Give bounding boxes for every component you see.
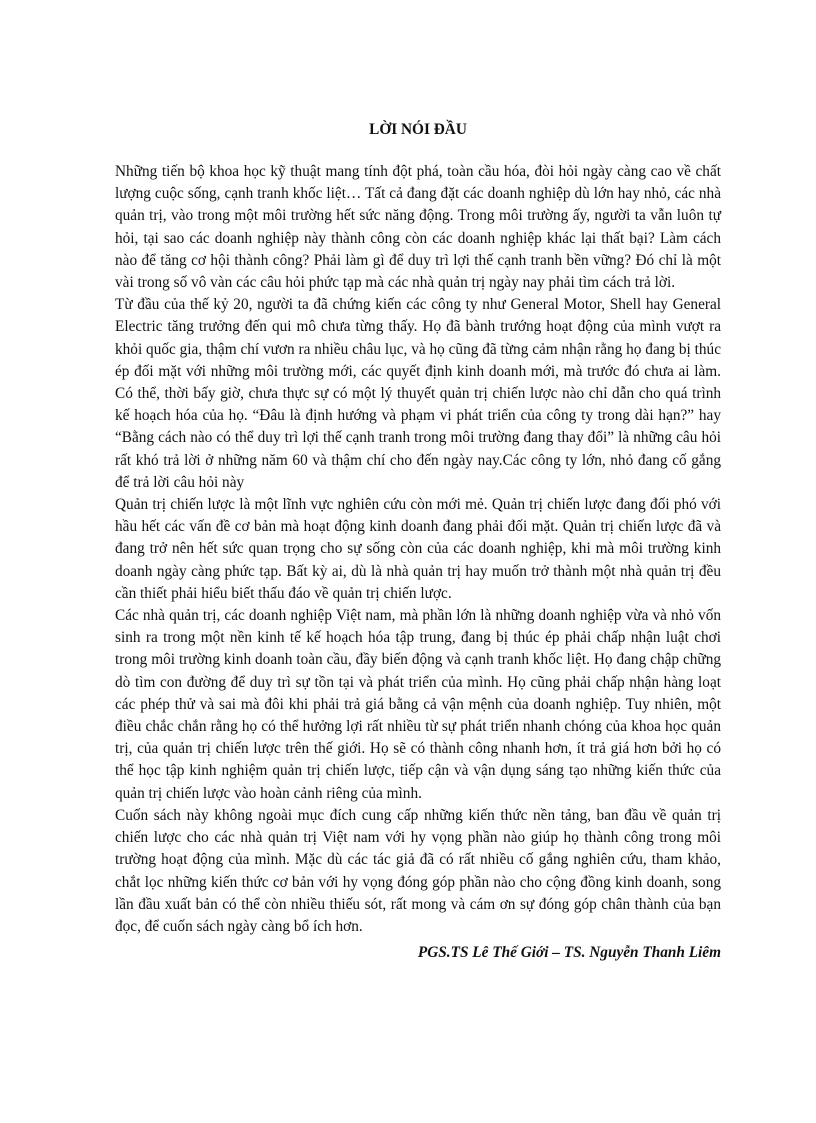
document-body bbox=[115, 120, 721, 964]
paragraph-vietnam-managers: Các nhà quản trị, các doanh nghiệp Việt nam, mà phần lớn là những doanh nghiệp vừa và nhỏ vốn sinh ra trong một nền kinh tế kế hoạch hóa tập trung, đang bị thúc ép phải chấp nhận luật chơi trong môi trường kinh doanh toàn cầu, đầy biến động và cạnh tranh khốc liệt. Họ đang chập chững dò tìm con đường để duy trì sự tồn tại và phát triển của mình. Họ cũng phải chấp nhận hàng loạt các phép thử và sai mà đôi khi phải trả giá bằng cả vận mệnh của doanh nghiệp. Tuy nhiên, một điều chắc chắn rằng họ có thể hưởng lợi rất nhiều từ sự phát triển nhanh chóng của khoa học quản trị, của quản trị chiến lược trên thế giới. Họ sẽ có thành công nhanh hơn, ít trả giá hơn bởi họ có thể học tập kinh nghiệm quản trị chiến lược, tiếp cận và vận dụng sáng tạo những kiến thức của quản trị chiến lược vào hoàn cảnh riêng của mình. bbox=[115, 607, 721, 802]
page-title: LỜI NÓI ĐẦU bbox=[369, 121, 467, 138]
author-signature: PGS.TS Lê Thế Giới – TS. Nguyễn Thanh Liêm bbox=[417, 944, 721, 962]
paragraph-strategic-management: Quản trị chiến lược là một lĩnh vực nghiên cứu còn mới mẻ. Quản trị chiến lược đang đối phó với hầu hết các vấn đề cơ bản mà hoạt động kinh doanh đang phải đối mặt. Quản trị chiến lược đã và đang trở nên hết sức quan trọng cho sự sống còn của các doanh nghiệp, khi mà môi trường kinh doanh ngày càng phức tạp. Bất kỳ ai, dù là nhà quản trị hay muốn trở thành một nhà quản trị đều cần thiết phải hiểu biết thấu đáo về quản trị chiến lược. bbox=[115, 496, 721, 602]
paragraph-book-purpose: Cuốn sách này không ngoài mục đích cung cấp những kiến thức nền tảng, ban đầu về quản trị chiến lược cho các nhà quản trị Việt nam với hy vọng phần nào giúp họ thành công trong môi trường hoạt động của mình. Mặc dù các tác giả đã có rất nhiều cố gắng nghiên cứu, tham khảo, chắt lọc những kiến thức cơ bản với hy vọng đóng góp phần nào cho cộng đồng kinh doanh, song lần đầu xuất bản có thể còn nhiều thiếu sót, rất mong và cám ơn sự đóng góp chân thành của bạn đọc, để cuốn sách ngày càng bổ ích hơn. bbox=[115, 806, 721, 935]
paragraph-history: Từ đầu của thế kỷ 20, người ta đã chứng kiến các công ty như General Motor, Shell hay General Electric tăng trưởng đến qui mô chưa từng thấy. Họ đã bành trướng hoạt động của mình vượt ra khỏi quốc gia, thậm chí vươn ra nhiều châu lục, và họ cũng đã từng cảm nhận rằng họ đang bị thúc ép đối mặt với những môi trường mới, các quyết định kinh doanh mới, mà trước đó chưa ai làm. Có thể, thời bấy giờ, chưa thực sự có một lý thuyết quản trị chiến lược nào chỉ dẫn cho quá trình kế hoạch hóa của họ. “Đâu là định hướng và phạm vi phát triển của công ty trong dài hạn?” hay “Bằng cách nào có thể duy trì lợi thế cạnh tranh trong môi trường đang thay đổi” là những câu hỏi rất khó trả lời ở những năm 60 và thậm chí cho đến ngày nay.Các công ty lớn, nhỏ đang cố gắng để trả lời câu hỏi này bbox=[115, 296, 721, 491]
paragraph-intro: Những tiến bộ khoa học kỹ thuật mang tính đột phá, toàn cầu hóa, đòi hỏi ngày càng cao về chất lượng cuộc sống, cạnh tranh khốc liệt… Tất cả đang đặt các doanh nghiệp dù lớn hay nhỏ, các nhà quản trị, vào trong một môi trường hết sức năng động. Trong môi trường ấy, người ta vẫn luôn tự hỏi, tại sao các doanh nghiệp này thành công còn các doanh nghiệp khác lại thất bại? Làm cách nào để tăng cơ hội thành công? Phải làm gì để duy trì lợi thế cạnh tranh bền vững? Đó chỉ là một vài trong số vô vàn các câu hỏi phức tạp mà các nhà quản trị ngày nay phải tìm cách trả lời. bbox=[115, 163, 721, 292]
